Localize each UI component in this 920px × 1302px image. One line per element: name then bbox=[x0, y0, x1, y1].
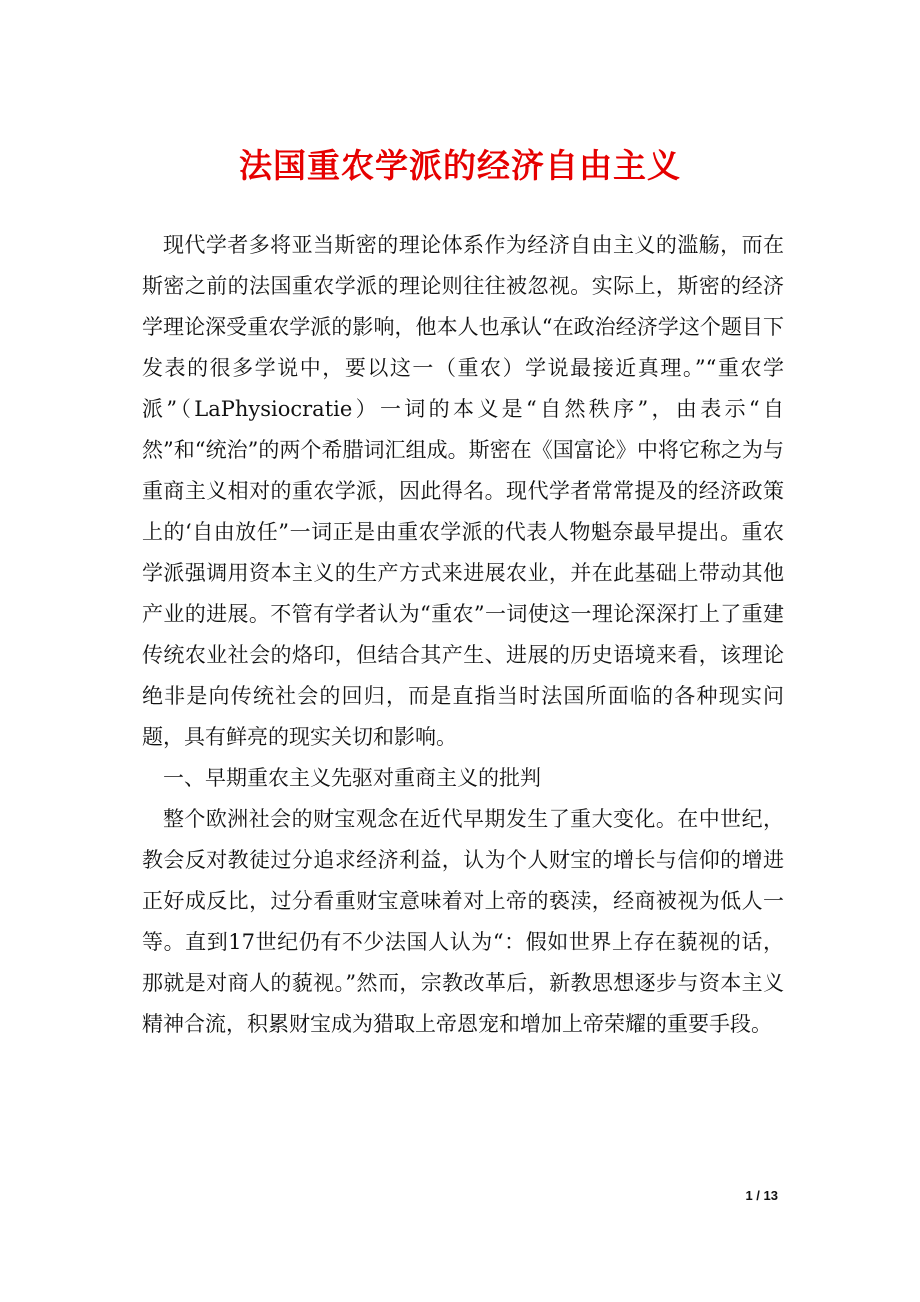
document-body bbox=[142, 225, 784, 1045]
paragraph-intro: 现代学者多将亚当斯密的理论体系作为经济自由主义的滥觞，而在斯密之前的法国重农学派的理论则往往被忽视。实际上，斯密的经济学理论深受重农学派的影响，他本人也承认“在政治经济学这个题目下发表的很多学说中，要以这一（重农）学说最接近真理。”“重农学派”（LaPhysiocratie）一词的本义是“自然秩序”，由表示“自然”和“统治”的两个希腊词汇组成。斯密在《国富论》中将它称之为与重商主义相对的重农学派，因此得名。现代学者常常提及的经济政策上的‘自由放任”一词正是由重农学派的代表人物魁奈最早提出。重农学派强调用资本主义的生产方式来进展农业，并在此基础上带动其他产业的进展。不管有学者认为“重农”一词使这一理论深深打上了重建传统农业社会的烙印，但结合其产生、进展的历史语境来看，该理论绝非是向传统社会的回归，而是直指当时法国所面临的各种现实问题，具有鲜亮的现实关切和影响。 bbox=[142, 233, 784, 749]
section-heading: 一、早期重农主义先驱对重商主义的批判 bbox=[163, 766, 541, 790]
document-title: 法国重农学派的经济自由主义 bbox=[239, 146, 681, 185]
paragraph-section-1: 整个欧洲社会的财宝观念在近代早期发生了重大变化。在中世纪，教会反对教徒过分追求经济利益，认为个人财宝的增长与信仰的增进正好成反比，过分看重财宝意味着对上帝的亵渎，经商被视为低人一等。直到17世纪仍有不少法国人认为“：假如世界上存在藐视的话，那就是对商人的藐视。”然而，宗教改革后，新教思想逐步与资本主义精神合流，积累财宝成为猎取上帝恩宠和增加上帝荣耀的重要手段。 bbox=[142, 807, 784, 1036]
page-number: 1 / 13 bbox=[745, 1188, 778, 1203]
